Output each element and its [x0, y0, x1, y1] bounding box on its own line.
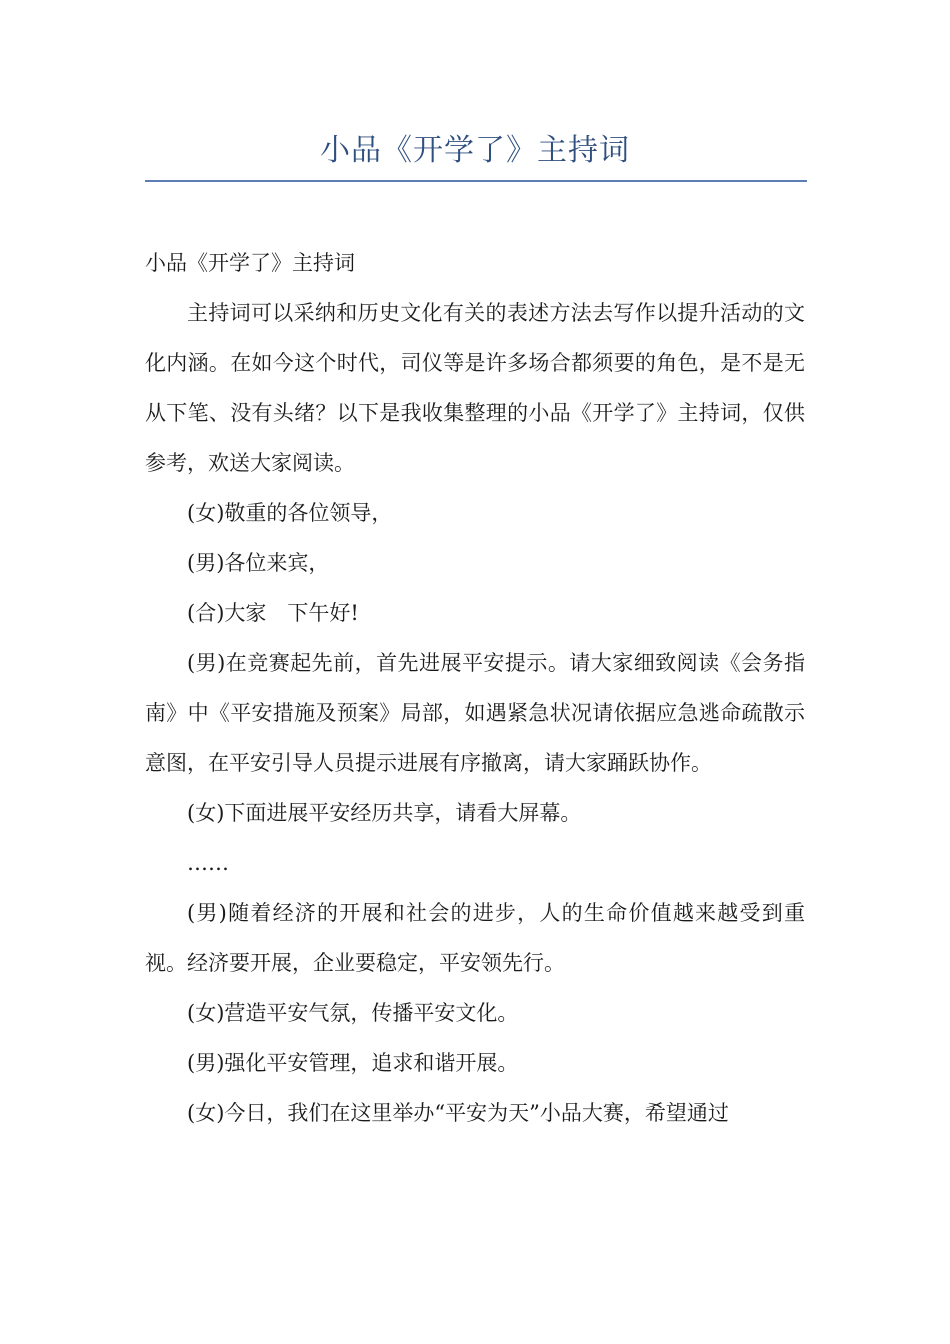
paragraph-safety-atmosphere: (女)营造平安气氛，传播平安文化。 — [187, 1001, 519, 1025]
paragraph-intro: 主持词可以采纳和历史文化有关的表述方法去写作以提升活动的文化内涵。在如今这个时代，司仪等是许多场合都须要的角色，是不是无从下笔、没有头绪？以下是我收集整理的小品《开学了》主持词，仅供参考，欢送大家阅读。 — [145, 301, 805, 475]
paragraph-female-greeting: (女)敬重的各位领导， — [187, 501, 393, 525]
paragraph-together-greeting: (合)大家 下午好! — [187, 601, 359, 625]
document-title: 小品《开学了》主持词 — [320, 133, 630, 168]
document-subtitle: 小品《开学了》主持词 — [145, 251, 355, 275]
title-underline — [145, 180, 807, 182]
document-body — [145, 238, 805, 1138]
paragraph-safety-notice: (男)在竞赛起先前，首先进展平安提示。请大家细致阅读《会务指南》中《平安措施及预案》局部，如遇紧急状况请依据应急逃命疏散示意图，在平安引导人员提示进展有序撤离，请大家踊跃协作。 — [145, 651, 805, 775]
paragraph-contest-intro: (女)今日，我们在这里举办“平安为天”小品大赛，希望通过 — [187, 1101, 729, 1125]
paragraph-economy: (男)随着经济的开展和社会的进步，人的生命价值越来越受到重视。经济要开展，企业要稳定，平安领先行。 — [145, 901, 805, 975]
paragraph-male-greeting: (男)各位来宾， — [187, 551, 330, 575]
paragraph-experience-share: (女)下面进展平安经历共享，请看大屏幕。 — [187, 801, 582, 825]
paragraph-safety-management: (男)强化平安管理，追求和谐开展。 — [187, 1051, 519, 1075]
paragraph-ellipsis: …… — [187, 851, 229, 875]
